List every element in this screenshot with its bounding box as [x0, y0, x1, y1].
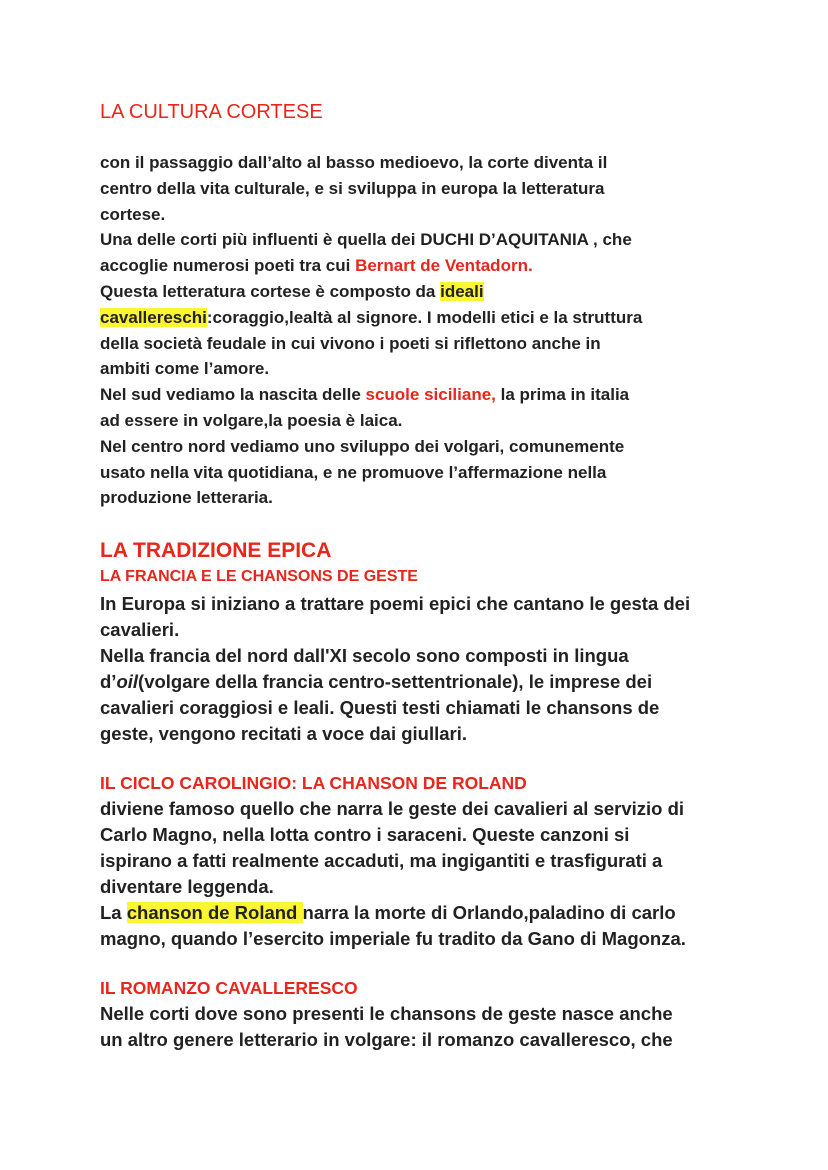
- romanzo-paragraph: [100, 1001, 673, 1053]
- text-line: Nel centro nord vediamo uno sviluppo dei volgari, comunemente: [100, 436, 625, 456]
- text-line: diviene famoso quello che narra le geste dei cavalieri al servizio di: [100, 798, 685, 819]
- text-span: :coraggio,lealtà al signore. I modelli etici e la struttura: [206, 307, 643, 327]
- text-span: Questa letteratura cortese è composto da: [100, 281, 441, 301]
- text-span: la prima in italia: [495, 385, 630, 405]
- text-span: (volgare della francia centro-settentrionale), le imprese dei: [138, 671, 653, 692]
- text-line: [100, 279, 642, 305]
- text-line: [100, 900, 686, 926]
- highlighted-text: cavallereschi: [100, 307, 207, 327]
- text-line: un altro genere letterario in volgare: il romanzo cavalleresco, che: [100, 1029, 673, 1050]
- text-line: ispirano a fatti realmente accaduti, ma ingigantiti e trasfigurati a: [100, 850, 663, 871]
- text-line: cortese.: [100, 204, 166, 224]
- text-line: In Europa si iniziano a trattare poemi epici che cantano le gesta dei: [100, 593, 691, 614]
- text-line: Una delle corti più influenti è quella dei DUCHI D’AQUITANIA , che: [100, 230, 632, 250]
- text-span: d’: [100, 671, 117, 692]
- text-line: diventare leggenda.: [100, 876, 274, 897]
- text-line: geste, vengono recitati a voce dai giullari.: [100, 723, 468, 744]
- section-heading-carolingio: IL CICLO CAROLINGIO: LA CHANSON DE ROLAND: [100, 773, 527, 793]
- text-line: ad essere in volgare,la poesia è laica.: [100, 410, 403, 430]
- text-line: [100, 382, 642, 408]
- text-line: Carlo Magno, nella lotta contro i saraceni. Queste canzoni si: [100, 824, 630, 845]
- text-span: accoglie numerosi poeti tra cui: [100, 256, 356, 276]
- text-line: magno, quando l’esercito imperiale fu tradito da Gano di Magonza.: [100, 928, 686, 949]
- text-line: Nella francia del nord dall'XI secolo sono composti in lingua: [100, 645, 629, 666]
- text-line: usato nella vita quotidiana, e ne promuove l’affermazione nella: [100, 462, 607, 482]
- text-span: narra la morte di Orlando,paladino di carlo: [302, 902, 676, 923]
- italic-text: oil: [116, 671, 139, 692]
- red-text: scuole siciliane,: [365, 385, 496, 405]
- section-heading-epica: LA TRADIZIONE EPICA: [100, 539, 332, 562]
- subheading-chansons: LA FRANCIA E LE CHANSONS DE GESTE: [100, 568, 418, 585]
- section-heading-romanzo: IL ROMANZO CAVALLERESCO: [100, 978, 358, 998]
- highlighted-text: chanson de Roland: [126, 902, 303, 923]
- text-line: cavalieri coraggiosi e leali. Questi testi chiamati le chansons de: [100, 697, 660, 718]
- carolingio-paragraph: [100, 796, 686, 952]
- text-span: La: [100, 902, 127, 923]
- highlighted-text: ideali: [440, 281, 484, 301]
- text-line: con il passaggio dall’alto al basso medioevo, la corte diventa il: [100, 153, 608, 172]
- text-line: produzione letteraria.: [100, 488, 273, 508]
- text-span: Nel sud vediamo la nascita delle: [100, 385, 366, 405]
- highlight-name: Bernart de Ventadorn.: [355, 256, 533, 276]
- text-line: [100, 669, 690, 695]
- text-line: Nelle corti dove sono presenti le chansons de geste nasce anche: [100, 1003, 673, 1024]
- text-line: cavalieri.: [100, 619, 180, 640]
- epica-paragraph: [100, 591, 690, 747]
- text-line: ambiti come l’amore.: [100, 359, 270, 379]
- page-title: LA CULTURA CORTESE: [100, 101, 323, 123]
- text-line: [100, 305, 642, 331]
- intro-paragraph: [100, 150, 642, 511]
- text-line: della società feudale in cui vivono i poeti si riflettono anche in: [100, 333, 601, 353]
- text-line: [100, 253, 642, 279]
- text-line: centro della vita culturale, e si sviluppa in europa la letteratura: [100, 178, 605, 198]
